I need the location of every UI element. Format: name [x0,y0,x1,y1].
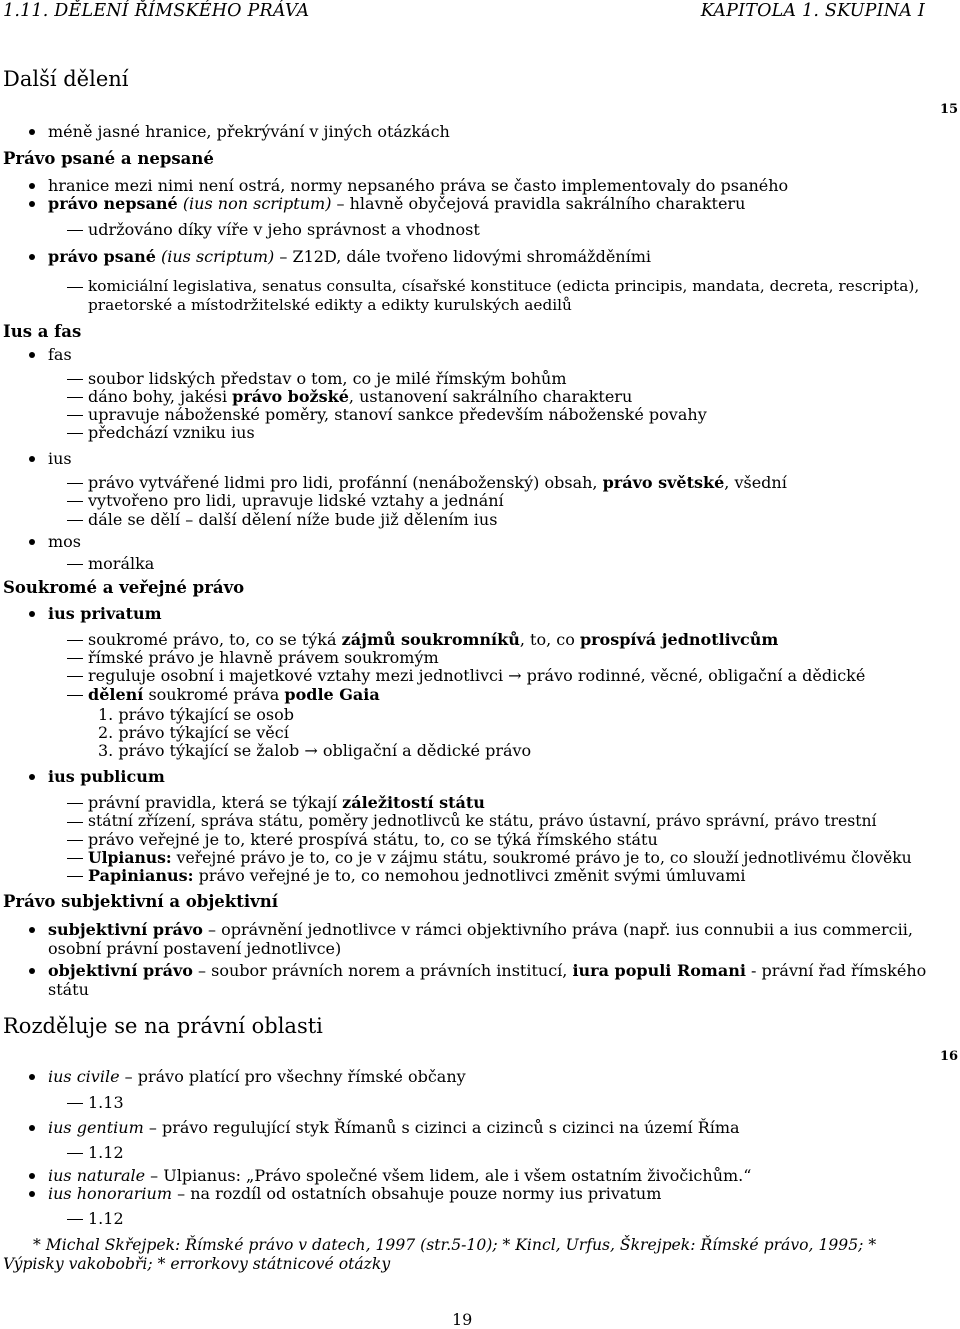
term-pravo-bozske: právo božské [232,387,349,406]
subsection-title-soukrome-verejne: Soukromé a veřejné právo [3,578,245,597]
section-title-pravni-oblasti: Rozděluje se na právní oblasti [3,1014,323,1038]
item-text: právo rodinné, věcné, obligační a dědické [526,666,866,685]
enum-item-1: 1. právo týkající se osob [98,705,294,724]
reference-link[interactable]: 1.12 [88,1209,124,1228]
list-item-ius-privatum [48,604,162,623]
list-item-fas: fas [48,345,72,364]
item-text-line1: komiciální legislativa, senatus consulta, císařské konstituce (edicta principis, mandata, decreta, rescripta), [88,277,920,295]
term-papinianus: Papinianus: [88,866,194,885]
item-text: – Ulpianus: „Právo společné všem lidem, ale i všem ostatním živočichům.“ [150,1166,752,1185]
item-text: soukromé práva [148,685,280,704]
item-text: , to, co [519,630,575,649]
term-objektivni-pravo: objektivní právo [48,961,193,980]
sources-footnote-line1: * Michal Skřejpek: Římské právo v datech, 1997 (str.5-10); * Kincl, Urfus, Škrejpek: Římské právo, 1995; * [33,1236,877,1254]
item-text: – hlavně obyčejová pravidla sakrálního charakteru [336,194,746,213]
list-item-ius-civile [48,1067,466,1086]
sub-list-item [88,793,485,812]
page-number: 19 [452,1310,473,1329]
item-text: obligační a dědické právo [322,741,532,760]
term-zajmu-soukromniku: zájmů soukromníků [341,630,520,649]
term-pravo-nepsane: právo nepsané [48,194,178,213]
item-text-line2: osobní právní postavení jednotlivce) [48,939,342,958]
item-text: – Z12D, dále tvořeno lidovými shromážděními [279,247,651,266]
sub-list-item: morálka [88,554,155,573]
margin-number-15: 15 [940,102,959,117]
sub-list-item: vytvořeno pro lidi, upravuje lidské vztahy a jednání [88,491,504,510]
sub-list-item [88,866,745,885]
sub-list-item [88,848,912,868]
term-deleni: dělení [88,685,144,704]
term-ius-publicum: ius publicum [48,767,165,786]
term-ius-gentium: ius gentium [48,1118,144,1137]
item-text: právo vytvářené lidmi pro lidi, profánní (nenáboženský) obsah, [88,473,598,492]
list-item-objektivni [48,961,926,999]
item-text: dáno bohy, jakési [88,387,228,406]
term-ius-honorarium: ius honorarium [48,1184,173,1203]
sub-list-item [88,387,632,406]
item-text: – právo platící pro všechny římské občany [124,1067,466,1086]
term-ius-civile: ius civile [48,1067,120,1086]
sub-list-item [88,630,778,649]
sub-list-item [88,666,865,685]
term-ius-non-scriptum: (ius non scriptum) [182,194,332,213]
list-item-pravo-psane [48,247,651,266]
subsection-title-ius-a-fas: Ius a fas [3,322,82,341]
term-iura-populi-romani: iura populi Romani [572,961,746,980]
item-text: – soubor právních norem a právních institucí, [198,961,568,980]
list-item-ius-honorarium [48,1184,661,1203]
list-item: méně jasné hranice, překrývání v jiných otázkách [48,122,450,141]
list-item-ius: ius [48,449,72,468]
term-pravo-svetske: právo světské [602,473,725,492]
list-item: hranice mezi nimi není ostrá, normy nepsaného práva se často implementovaly do psaného [48,176,789,195]
arrow-right-icon: → [508,666,522,685]
sub-list-item: udržováno díky víře v jeho správnost a vhodnost [88,220,480,239]
term-prospiva-jednotlivcum: prospívá jednotlivcům [579,630,779,649]
term-podle-gaia: podle Gaia [284,685,380,704]
sub-list-item: římské právo je hlavně právem soukromým [88,648,439,667]
term-ulpianus: Ulpianus: [88,848,172,867]
item-text: veřejné právo je to, co je v zájmu státu, soukromé právo je to, co slouží jednotlivému člověku [176,849,912,867]
list-item-pravo-nepsane [48,194,745,213]
term-zalezitosti-statu: záležitostí státu [342,793,485,812]
item-text: právo veřejné je to, co nemohou jednotlivci změnit svými úmluvami [198,866,746,885]
item-text: reguluje osobní i majetkové vztahy mezi jednotlivci [88,666,504,685]
sub-list-item: upravuje náboženské poměry, stanoví sankce především náboženské povahy [88,405,707,424]
sub-list-item: předchází vzniku ius [88,423,255,442]
list-item-mos: mos [48,532,82,551]
term-subjektivni-pravo: subjektivní právo [48,920,203,939]
list-item-subjektivni [48,920,913,958]
running-header-right: KAPITOLA 1. SKUPINA I [700,1,925,21]
item-text-line2: praetorské a místodržitelské edikty a edikty kurulských aedilů [88,296,572,314]
subsection-title-psane: Právo psané a nepsané [3,149,214,168]
term-ius-naturale: ius naturale [48,1166,146,1185]
enum-item-3 [98,741,531,760]
sub-list-item: soubor lidských představ o tom, co je milé římským bohům [88,369,567,388]
reference-link[interactable]: 1.13 [88,1093,124,1112]
item-text-line1: – oprávnění jednotlivce v rámci objektivního práva (např. ius connubii a ius commercii, [207,920,913,939]
sub-list-item [88,685,380,704]
list-item-ius-publicum [48,767,165,786]
subsection-title-subjektivni-objektivni: Právo subjektivní a objektivní [3,892,278,911]
item-text-line2: státu [48,980,89,999]
running-header-left: 1.11. DĚLENÍ ŘÍMSKÉHO PRÁVA [3,1,310,21]
term-ius-privatum: ius privatum [48,604,162,623]
margin-number-16: 16 [940,1049,959,1064]
enum-item-2: 2. právo týkající se věcí [98,723,289,742]
section-title-dalsi-deleni: Další dělení [3,67,129,91]
sources-footnote-line2: Výpisky vakobobři; * errorkovy státnicové otázky [3,1255,391,1273]
item-text: – právo regulující styk Římanů s cizinci a cizinců s cizinci na území Říma [148,1118,740,1137]
term-pravo-psane: právo psané [48,247,156,266]
item-text: , všední [724,473,787,492]
sub-list-item [88,277,919,315]
item-text: soukromé právo, to, co se týká [88,630,337,649]
sub-list-item [88,473,787,492]
term-ius-scriptum: (ius scriptum) [161,247,275,266]
item-text: - právní řad římského [751,961,927,980]
sub-list-item: státní zřízení, správa státu, poměry jednotlivců ke státu, právo ústavní, právo správní, právo trestní [88,812,877,830]
arrow-right-icon: → [304,741,318,760]
reference-link[interactable]: 1.12 [88,1143,124,1162]
item-text: – na rozdíl od ostatních obsahuje pouze normy ius privatum [177,1184,662,1203]
sub-list-item: právo veřejné je to, které prospívá státu, to, co se týká římského státu [88,830,658,849]
item-text: 3. právo týkající se žalob [98,741,300,760]
sub-list-item: dále se dělí – další dělení níže bude již dělením ius [88,510,498,529]
item-text: , ustanovení sakrálního charakteru [348,387,633,406]
list-item-ius-naturale [48,1166,751,1185]
list-item-ius-gentium [48,1118,740,1137]
item-text: právní pravidla, která se týkají [88,793,338,812]
